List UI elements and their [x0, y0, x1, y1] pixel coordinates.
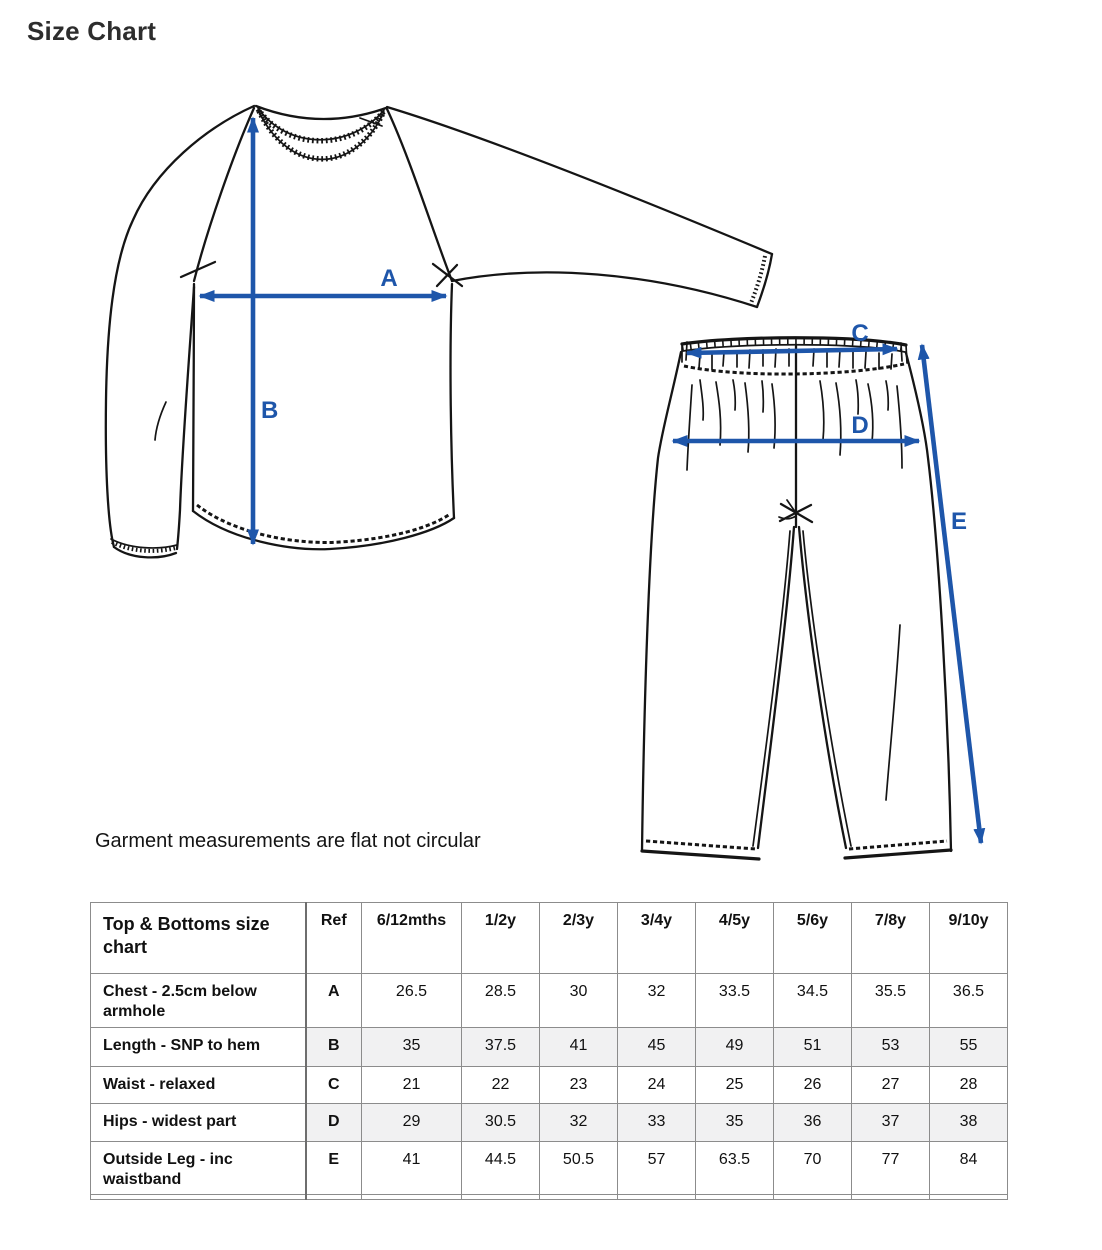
row-ref: A: [306, 974, 362, 1028]
row-value: 35.5: [852, 974, 930, 1028]
size-header-cell: 9/10y: [930, 903, 1008, 974]
row-value: 28.5: [462, 974, 540, 1028]
row-value: 63.5: [696, 1142, 774, 1195]
row-value: 55: [930, 1028, 1008, 1067]
row-value: 70: [774, 1142, 852, 1195]
size-header-cell: 3/4y: [618, 903, 696, 974]
row-value: 57: [618, 1142, 696, 1195]
row-value: 26: [774, 1067, 852, 1104]
row-value: 37: [852, 1104, 930, 1142]
size-header-cell: 5/6y: [774, 903, 852, 974]
table-title-cell: Top & Bottoms size chart: [91, 903, 306, 974]
row-value: 22: [462, 1067, 540, 1104]
table-row-waist: [91, 1067, 1008, 1104]
top-garment-drawing: [106, 106, 772, 557]
row-value: 41: [362, 1142, 462, 1195]
row-value: 34.5: [774, 974, 852, 1028]
size-header-cell: 6/12mths: [362, 903, 462, 974]
ref-header-cell: Ref: [306, 903, 362, 974]
row-ref: C: [306, 1067, 362, 1104]
row-label: Outside Leg - inc waistband: [91, 1142, 306, 1195]
row-value: 53: [852, 1028, 930, 1067]
row-value: 30.5: [462, 1104, 540, 1142]
row-value: 23: [540, 1067, 618, 1104]
row-value: 33: [618, 1104, 696, 1142]
label-d: D: [851, 412, 869, 439]
row-value: 35: [362, 1028, 462, 1067]
row-value: 27: [852, 1067, 930, 1104]
row-ref: E: [306, 1142, 362, 1195]
row-value: 37.5: [462, 1028, 540, 1067]
row-value: 45: [618, 1028, 696, 1067]
measurement-note: Garment measurements are flat not circular: [95, 830, 481, 852]
row-value: 38: [930, 1104, 1008, 1142]
row-value: 26.5: [362, 974, 462, 1028]
label-c: C: [851, 320, 869, 347]
size-header-cell: 2/3y: [540, 903, 618, 974]
row-value: 24: [618, 1067, 696, 1104]
label-b: B: [261, 397, 279, 424]
table-row-outside-leg: [91, 1142, 1008, 1195]
row-ref: D: [306, 1104, 362, 1142]
row-value: 32: [540, 1104, 618, 1142]
size-header-cell: 4/5y: [696, 903, 774, 974]
page-title: Size Chart: [27, 16, 157, 46]
label-e: E: [951, 508, 968, 535]
row-value: 28: [930, 1067, 1008, 1104]
row-value: 77: [852, 1142, 930, 1195]
row-label: Chest - 2.5cm below armhole: [91, 974, 306, 1028]
row-value: 49: [696, 1028, 774, 1067]
row-label: Hips - widest part: [91, 1104, 306, 1142]
row-label: Waist - relaxed: [91, 1067, 306, 1104]
table-header-row: [91, 903, 1008, 974]
row-value: 33.5: [696, 974, 774, 1028]
table-row-hips: [91, 1104, 1008, 1142]
measurement-arrows: [200, 118, 981, 843]
row-ref: B: [306, 1028, 362, 1067]
row-value: 84: [930, 1142, 1008, 1195]
size-header-cell: 7/8y: [852, 903, 930, 974]
row-value: 29: [362, 1104, 462, 1142]
row-value: 36.5: [930, 974, 1008, 1028]
table-row-cutoff: [91, 1195, 1008, 1200]
row-value: 50.5: [540, 1142, 618, 1195]
table-row-chest: [91, 974, 1008, 1028]
row-value: 25: [696, 1067, 774, 1104]
row-value: 21: [362, 1067, 462, 1104]
measure-arrow-e: [922, 345, 981, 843]
row-value: 51: [774, 1028, 852, 1067]
size-table: [90, 902, 1008, 1200]
row-value: 30: [540, 974, 618, 1028]
table-row-length: [91, 1028, 1008, 1067]
row-value: 32: [618, 974, 696, 1028]
row-value: 41: [540, 1028, 618, 1067]
row-label: Length - SNP to hem: [91, 1028, 306, 1067]
row-value: 36: [774, 1104, 852, 1142]
row-value: 44.5: [462, 1142, 540, 1195]
label-a: A: [380, 265, 398, 292]
bottoms-garment-drawing: [642, 338, 951, 859]
row-value: 35: [696, 1104, 774, 1142]
size-header-cell: 1/2y: [462, 903, 540, 974]
